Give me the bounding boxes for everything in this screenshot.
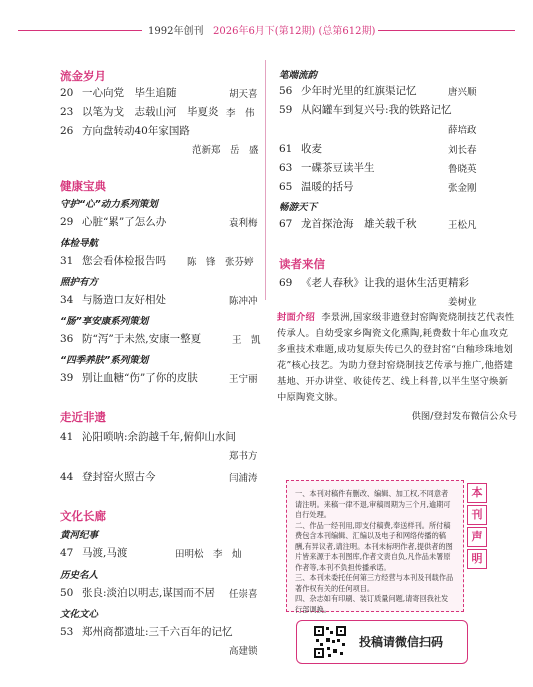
section-title-wenhua: 文化长廊	[60, 509, 106, 523]
toc-item-65[interactable]	[279, 179, 354, 194]
section-title-feiyi: 走近非遗	[60, 410, 106, 424]
article-title: 张良:淡泊以明志,谋国而不居	[82, 587, 215, 599]
page-number: 31	[60, 255, 74, 267]
toc-item-39[interactable]	[60, 370, 198, 385]
page-number: 29	[60, 216, 74, 228]
toc-item-23[interactable]	[60, 104, 219, 119]
page-number: 36	[60, 333, 74, 345]
declaration-p3: 三、本刊未委托任何第三方经营与本刊及刊载作品著作权有关的任何项目。	[295, 573, 454, 593]
toc-item-69[interactable]	[279, 275, 469, 290]
cover-intro	[277, 310, 517, 462]
stamp-char: 声	[467, 527, 487, 547]
article-title: 与肠造口友好相处	[82, 294, 166, 306]
cover-intro-body: 李景洲,国家级非遗登封窑陶瓷烧制技艺代表性传承人。自幼受家乡陶瓷文化熏陶,耗费数十年心血攻克多重技术难题,成功复原失传已久的登封窑“白釉珍珠地划花”核心技艺。为助力登封窑烧制技艺传承与推广,他搭建基地、开办讲堂、收徒传艺、线上科普,以半生坚守焕新中原陶瓷文脉。	[277, 312, 515, 403]
declaration-box	[286, 480, 464, 612]
toc-item-50[interactable]	[60, 585, 215, 600]
page-number: 50	[60, 587, 74, 599]
sub-heading: 体检导航	[60, 238, 99, 249]
author: 田明松 李 灿	[175, 549, 242, 560]
article-title: 温暖的括号	[301, 181, 354, 193]
page-number: 39	[60, 372, 74, 384]
author: 刘长春	[448, 145, 477, 156]
article-title: 您会看体检报告吗	[82, 255, 166, 267]
declaration-p2: 二、作品一经刊用,即支付稿费,奉送样刊。所付稿费包含本刊编辑、汇编以及电子和网络传播的稿酬,有异议者,请注明。本刊未标明作者,提供者的图片皆来源于本刊图库,作者文责自负,凡作品未署原作者等,本刊不负担传播承诺。	[295, 520, 453, 572]
author: 王松凡	[448, 220, 477, 231]
page-number: 61	[279, 143, 293, 155]
article-title: 龙首探沧海 雄关载千秋	[301, 218, 417, 230]
author: 唐兴顺	[448, 87, 477, 98]
sub-heading: “四季养肤”系列策划	[60, 355, 149, 366]
article-title: 一心向党 毕生追随	[82, 87, 177, 99]
toc-item-34[interactable]	[60, 292, 166, 307]
page-number: 20	[60, 87, 74, 99]
sub-heading: 历史名人	[60, 570, 99, 581]
sub-heading: 畅游天下	[279, 202, 318, 213]
header-text	[148, 22, 375, 37]
article-title: 别让血糖“伤”了你的皮肤	[82, 372, 198, 384]
declaration-stamp	[467, 483, 489, 571]
author: 薛培政	[448, 125, 477, 136]
page-number: 23	[60, 106, 74, 118]
section-title-jiankang: 健康宝典	[60, 179, 106, 193]
toc-item-26[interactable]	[60, 123, 190, 138]
page-number: 47	[60, 547, 74, 559]
cover-intro-title: 封面介绍	[277, 312, 315, 323]
page-number: 65	[279, 181, 293, 193]
author: 闫浦涛	[229, 473, 258, 484]
page-number: 41	[60, 431, 74, 443]
toc-item-47[interactable]	[60, 545, 127, 560]
qr-submission-box[interactable]	[296, 620, 468, 664]
article-title: 心脏“累”了怎么办	[82, 216, 167, 228]
declaration-p1: 一、本刊对稿件有删改、编辑、加工权,不同意者请注明。来稿一律不退,审稿周期为三个月,逾期可自行处理。	[295, 489, 451, 519]
page-number: 26	[60, 125, 74, 137]
section-title-liujin: 流金岁月	[60, 69, 106, 83]
article-title: 方向盘转动40年家国路	[82, 125, 190, 137]
toc-item-53[interactable]	[60, 624, 233, 639]
page-number: 69	[279, 277, 293, 289]
article-title: 马渡,马渡	[82, 547, 128, 559]
page-number: 67	[279, 218, 293, 230]
toc-item-31[interactable]	[60, 253, 166, 268]
article-title: 登封窑火照古今	[82, 471, 156, 483]
total-issue-text: (总第612期)	[318, 26, 376, 37]
founded-text: 1992年创刊	[148, 26, 204, 37]
author: 姜树业	[448, 297, 477, 308]
page-number: 34	[60, 294, 74, 306]
toc-item-41[interactable]	[60, 429, 236, 444]
declaration-p4: 四、杂志如有印刷、装订质量问题,请寄回我社发行部调换。	[295, 594, 449, 614]
author: 王宁丽	[229, 374, 258, 385]
author: 高建锁	[229, 646, 258, 657]
stamp-char: 本	[467, 483, 487, 503]
author: 胡天喜	[229, 89, 258, 100]
author: 陈 锋 张芬婷	[187, 257, 254, 268]
issue-text: 2026年6月下(第12期)	[213, 26, 316, 37]
sub-heading: 照护有方	[60, 277, 99, 288]
cover-intro-text	[277, 310, 517, 406]
author: 袁利梅	[229, 218, 258, 229]
toc-item-20[interactable]	[60, 85, 177, 100]
author: 任崇喜	[229, 589, 258, 600]
qr-code-icon	[313, 625, 347, 659]
author: 郑书方	[229, 451, 258, 462]
toc-item-63[interactable]	[279, 160, 375, 175]
sub-heading: 笔端流韵	[279, 70, 318, 81]
toc-item-61[interactable]	[279, 141, 322, 156]
author: 张金刚	[448, 183, 477, 194]
author: 李 伟	[226, 108, 255, 119]
author: 王 凯	[232, 335, 261, 346]
article-title: 《老人春秋》让我的退休生活更精彩	[301, 277, 469, 289]
article-title: 以笔为戈 志载山河 毕夏炎	[82, 106, 219, 118]
column-divider	[265, 60, 266, 300]
cover-credit: 供图/登封发布微信公众号	[411, 411, 517, 422]
header-rule-right	[378, 30, 515, 31]
toc-item-36[interactable]	[60, 331, 201, 346]
article-title: 从闷罐车到复兴号:我的铁路记忆	[301, 104, 452, 116]
toc-item-59[interactable]	[279, 102, 452, 117]
author: 范新郑 岳 盛	[192, 145, 259, 156]
qr-label: 投稿请微信扫码	[359, 635, 444, 649]
page-number: 63	[279, 162, 293, 174]
stamp-char: 刊	[467, 505, 487, 525]
article-title: 防“泻”于未然,安康一整夏	[82, 333, 202, 345]
toc-item-44[interactable]	[60, 469, 156, 484]
page-number: 59	[279, 104, 293, 116]
author: 鲁晓英	[448, 164, 477, 175]
header-rule-left	[18, 30, 142, 31]
page-number: 53	[60, 626, 74, 638]
article-title: 一碟茶豆读半生	[301, 162, 375, 174]
page-number: 56	[279, 85, 293, 97]
toc-item-29[interactable]	[60, 214, 166, 229]
sub-heading: “肠”享安康系列策划	[60, 316, 149, 327]
article-title: 少年时光里的红旗渠记忆	[301, 85, 417, 97]
article-title: 收麦	[301, 143, 322, 155]
toc-item-56[interactable]	[279, 83, 417, 98]
sub-heading: 守护“心”动力系列策划	[60, 199, 158, 210]
article-title: 郑州商都遗址:三千六百年的记忆	[82, 626, 233, 638]
toc-item-67[interactable]	[279, 216, 417, 231]
sub-heading: 文化文心	[60, 609, 99, 620]
author: 陈冲冲	[229, 296, 258, 307]
section-title-reader: 读者来信	[279, 257, 325, 271]
page-header	[0, 22, 533, 42]
article-title: 沁阳唢呐:余韵越千年,俯仰山水间	[82, 431, 236, 443]
stamp-char: 明	[467, 549, 487, 569]
sub-heading: 黄河纪事	[60, 530, 99, 541]
page-number: 44	[60, 471, 74, 483]
